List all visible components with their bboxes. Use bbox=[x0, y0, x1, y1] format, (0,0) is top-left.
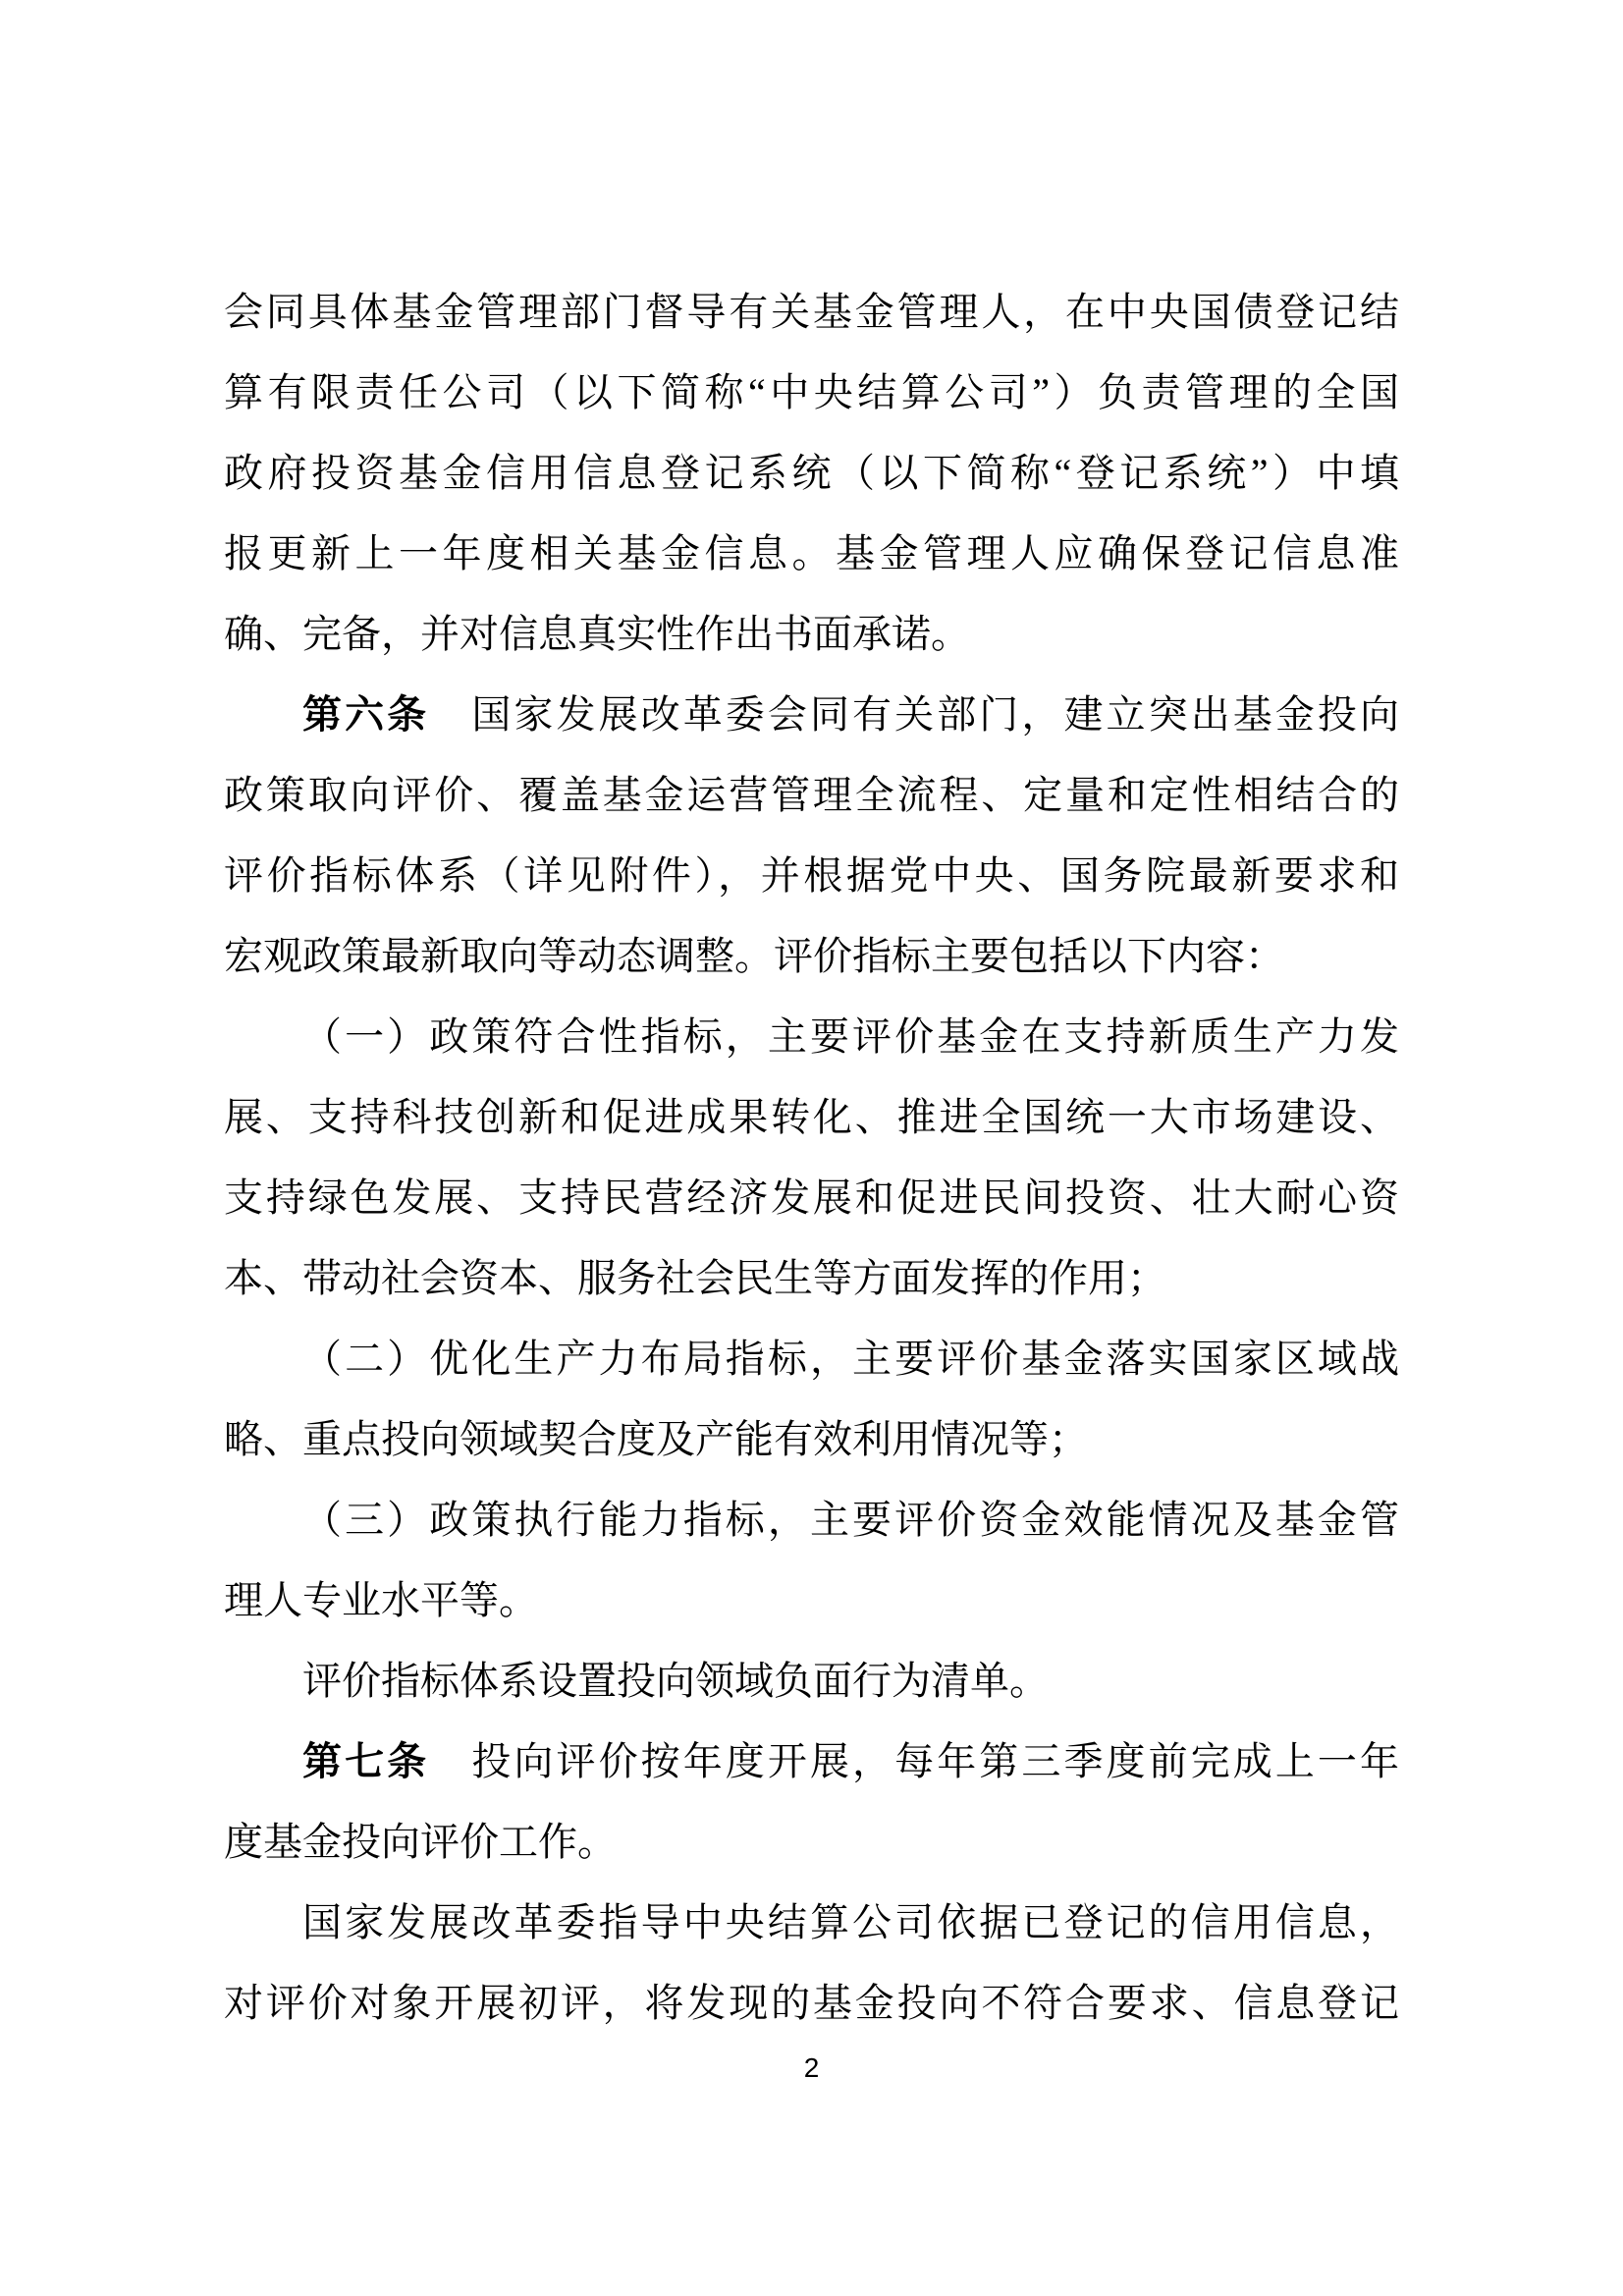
text-line bbox=[224, 675, 1399, 755]
text-line: 略、重点投向领域契合度及产能有效利用情况等； bbox=[224, 1417, 1088, 1461]
line-text: 投向评价按年度开展，每年第三季度前完成上一年 bbox=[429, 1739, 1400, 1783]
text-line: 度基金投向评价工作。 bbox=[224, 1820, 617, 1864]
page-footer bbox=[0, 2050, 1623, 2086]
text-line: 政策取向评价、覆盖基金运营管理全流程、定量和定性相结合的 bbox=[224, 773, 1399, 817]
text-line: 国家发展改革委指导中央结算公司依据已登记的信用信息， bbox=[302, 1900, 1399, 1944]
text-line: 支持绿色发展、支持民营经济发展和促进民间投资、壮大耐心资 bbox=[224, 1175, 1399, 1220]
text-line: （一）政策符合性指标，主要评价基金在支持新质生产力发 bbox=[302, 1014, 1399, 1059]
line-text: 国家发展改革委会同有关部门，建立突出基金投向 bbox=[429, 692, 1400, 737]
text-line: 对评价对象开展初评，将发现的基金投向不符合要求、信息登记 bbox=[224, 1981, 1399, 2025]
text-line: 宏观政策最新取向等动态调整。评价指标主要包括以下内容： bbox=[224, 934, 1284, 978]
text-line: 确、完备，并对信息真实性作出书面承诺。 bbox=[224, 612, 970, 656]
text-line: （二）优化生产力布局指标，主要评价基金落实国家区域战 bbox=[302, 1337, 1399, 1381]
text-line: 报更新上一年度相关基金信息。基金管理人应确保登记信息准 bbox=[224, 531, 1399, 575]
text-line: （三）政策执行能力指标，主要评价资金效能情况及基金管 bbox=[302, 1498, 1399, 1542]
text-line bbox=[224, 1722, 1399, 1802]
text-line: 会同具体基金管理部门督导有关基金管理人，在中央国债登记结 bbox=[224, 290, 1399, 334]
text-line: 算有限责任公司（以下简称“中央结算公司”）负责管理的全国 bbox=[224, 370, 1399, 414]
text-line: 政府投资基金信用信息登记系统（以下简称“登记系统”）中填 bbox=[224, 451, 1399, 495]
text-line: 展、支持科技创新和促进成果转化、推进全国统一大市场建设、 bbox=[224, 1095, 1399, 1139]
text-line: 本、带动社会资本、服务社会民生等方面发挥的作用； bbox=[224, 1256, 1166, 1300]
text-line: 理人专业水平等。 bbox=[224, 1578, 538, 1622]
article-number: 第六条 bbox=[302, 692, 430, 737]
document-body bbox=[224, 272, 1399, 2044]
text-line: 评价指标体系（详见附件），并根据党中央、国务院最新要求和 bbox=[224, 853, 1399, 898]
page-number: 2 bbox=[803, 2052, 820, 2083]
text-line: 评价指标体系设置投向领域负面行为清单。 bbox=[302, 1659, 1049, 1703]
article-number: 第七条 bbox=[302, 1739, 430, 1783]
